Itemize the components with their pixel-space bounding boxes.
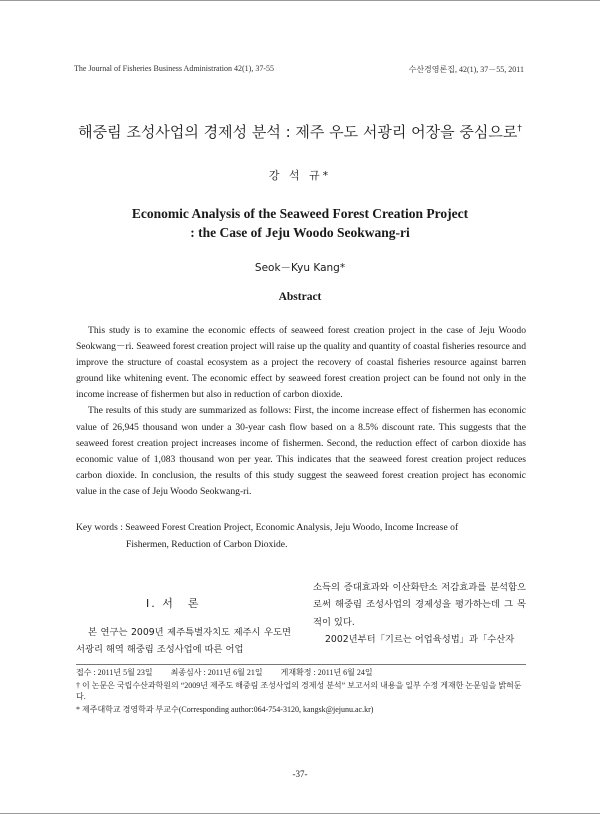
abstract-paragraph-2: The results of this study are summarized as follows: First, the income increase effect of fishermen has economic value of 26,945 thousand won under a 30-year cash flow based on a 8.5% discount rate. This suggests that the seaweed forest creation project increases income of fishermen. Second, the reduction effect of carbon dioxide has economic value of 1,083 thousand won per year. This indicates that the seaweed forest creation project reduces carbon dioxide. In conclusion, the results of this study suggest the seaweed forest creation project has economic value in the case of Jeju Woodo Seokwang-ri. bbox=[76, 405, 526, 497]
date-accepted: 게재확정 : 2011년 6월 24일 bbox=[280, 668, 373, 677]
title-korean-text: 해중림 조성사업의 경제성 분석 : 제주 우도 서광리 어장을 중심으로 bbox=[78, 123, 518, 141]
title-english bbox=[0, 204, 600, 242]
abstract-paragraph-1: This study is to examine the economic effects of seaweed forest creation project in the case of Jeju Woodo Seokwang－ri. Seaweed forest creation project will raise up the quality and quantity of coastal fisheries resource and improve the structure of coastal ecosystem as a project the recovery of coastal fisheries resource against barren ground like whitening event. The economic effect by seaweed forest creation project can be found not only in the income increase of fishermen but also in reduction of carbon dioxide. bbox=[76, 325, 526, 401]
footnote-dates bbox=[76, 667, 526, 678]
abstract-heading: Abstract bbox=[278, 291, 322, 303]
journal-header-kr: 수산경영론집, 42(1), 37－55, 2011 bbox=[408, 65, 524, 74]
author-korean: 강 석 규* bbox=[268, 169, 332, 182]
abstract-body bbox=[76, 323, 526, 500]
journal-header-en: The Journal of Fisheries Business Administration 42(1), 37-55 bbox=[74, 64, 274, 73]
body-column-right bbox=[313, 579, 526, 648]
footnote-author: * 제주대학교 경영학과 부교수(Corresponding author:064-754-3120, kangsk@jejunu.ac.kr) bbox=[76, 705, 374, 714]
footnote-dagger: † 이 논문은 국립수산과학원의 “2009년 제주도 해중림 조성사업의 경제성 분석” 보고서의 내용을 일부 수정 게재한 논문임을 밝혀둔다. bbox=[76, 681, 522, 701]
title-footnote-mark: † bbox=[517, 124, 522, 134]
footnote-divider bbox=[76, 664, 526, 665]
title-korean bbox=[0, 121, 600, 142]
date-revised: 최종심사 : 2011년 6월 21일 bbox=[170, 668, 263, 677]
body-left-paragraph: 본 연구는 2009년 제주특별자치도 제주시 우도면 서광리 해역 해중림 조성사업에 따른 어업 bbox=[76, 627, 291, 655]
date-received: 접수 : 2011년 5월 23일 bbox=[76, 668, 153, 677]
author-english: Seok－Kyu Kang* bbox=[254, 262, 346, 274]
body-right-paragraph-2: 2002년부터「기르는 어업육성법」과「수산자 bbox=[325, 633, 515, 645]
keywords bbox=[76, 519, 526, 550]
title-english-line2: : the Case of Jeju Woodo Seokwang-ri bbox=[190, 225, 410, 240]
title-english-line1: Economic Analysis of the Seaweed Forest Creation Project bbox=[131, 206, 469, 221]
keywords-line1: Seaweed Forest Creation Project, Economic Analysis, Jeju Woodo, Income Increase of bbox=[125, 522, 459, 533]
body-right-paragraph-1: 소득의 증대효과와 이산화탄소 저감효과를 분석함으로써 해중림 조성사업의 경제성을 평가하는데 그 목적이 있다. bbox=[313, 582, 526, 628]
keywords-line2: Fishermen, Reduction of Carbon Dioxide. bbox=[126, 539, 288, 550]
body-column-left bbox=[76, 625, 291, 658]
section-heading-intro: Ⅰ. 서 론 bbox=[146, 597, 201, 610]
keywords-label: Key words : bbox=[76, 522, 126, 533]
page-number: -37- bbox=[292, 769, 308, 779]
